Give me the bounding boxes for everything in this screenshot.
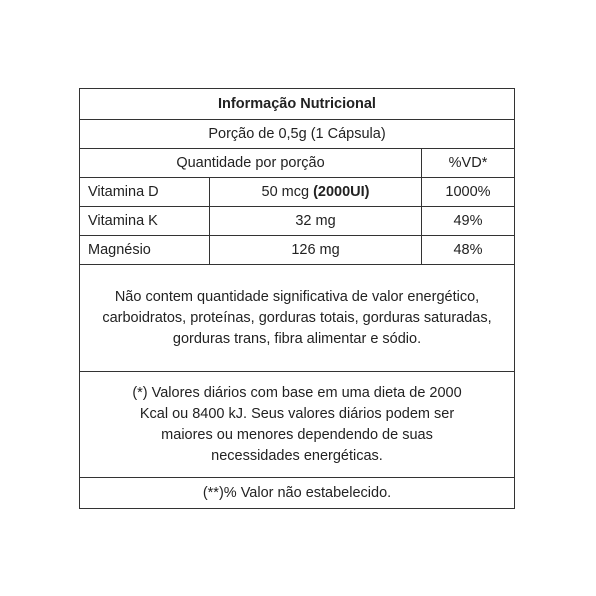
amount-ui-value: (2000UI)	[313, 183, 370, 200]
nutrition-facts-table	[79, 88, 515, 509]
nutrient-vd: 49%	[453, 212, 483, 229]
table-row	[80, 236, 514, 265]
amount-value: 50 mcg	[261, 183, 310, 200]
nutrient-name: Vitamina D	[80, 178, 210, 206]
daily-values-note-row	[80, 372, 514, 478]
footnote-row	[80, 478, 514, 508]
portion-size: Porção de 0,5g (1 Cápsula)	[208, 125, 386, 142]
table-title: Informação Nutricional	[218, 95, 376, 112]
vd-header: %VD*	[448, 154, 488, 171]
insignificant-nutrients-note: Não contem quantidade significativa de valor energético, carboidratos, proteínas, gorduras totais, gorduras saturadas, gorduras trans, fibra alimentar e sódio.	[102, 288, 492, 347]
nutrient-name: Magnésio	[80, 236, 210, 264]
nutrient-amount	[210, 178, 422, 206]
table-row	[80, 178, 514, 207]
quantity-header: Quantidade por porção	[80, 149, 422, 177]
daily-values-note: (*) Valores diários com base em uma dieta de 2000 Kcal ou 8400 kJ. Seus valores diários podem ser maiores ou menores dependendo de suas necessidades energéticas.	[132, 384, 462, 464]
portion-row	[80, 120, 514, 149]
nutrient-amount: 32 mg	[210, 207, 422, 235]
nutrient-vd: 1000%	[445, 183, 491, 200]
table-title-row	[80, 89, 514, 120]
nutrient-name: Vitamina K	[80, 207, 210, 235]
footnote: (**)% Valor não estabelecido.	[202, 484, 392, 501]
nutrient-amount: 126 mg	[210, 236, 422, 264]
insignificant-nutrients-note-row	[80, 265, 514, 372]
column-header-row	[80, 149, 514, 178]
nutrient-vd: 48%	[453, 241, 483, 258]
table-row	[80, 207, 514, 236]
